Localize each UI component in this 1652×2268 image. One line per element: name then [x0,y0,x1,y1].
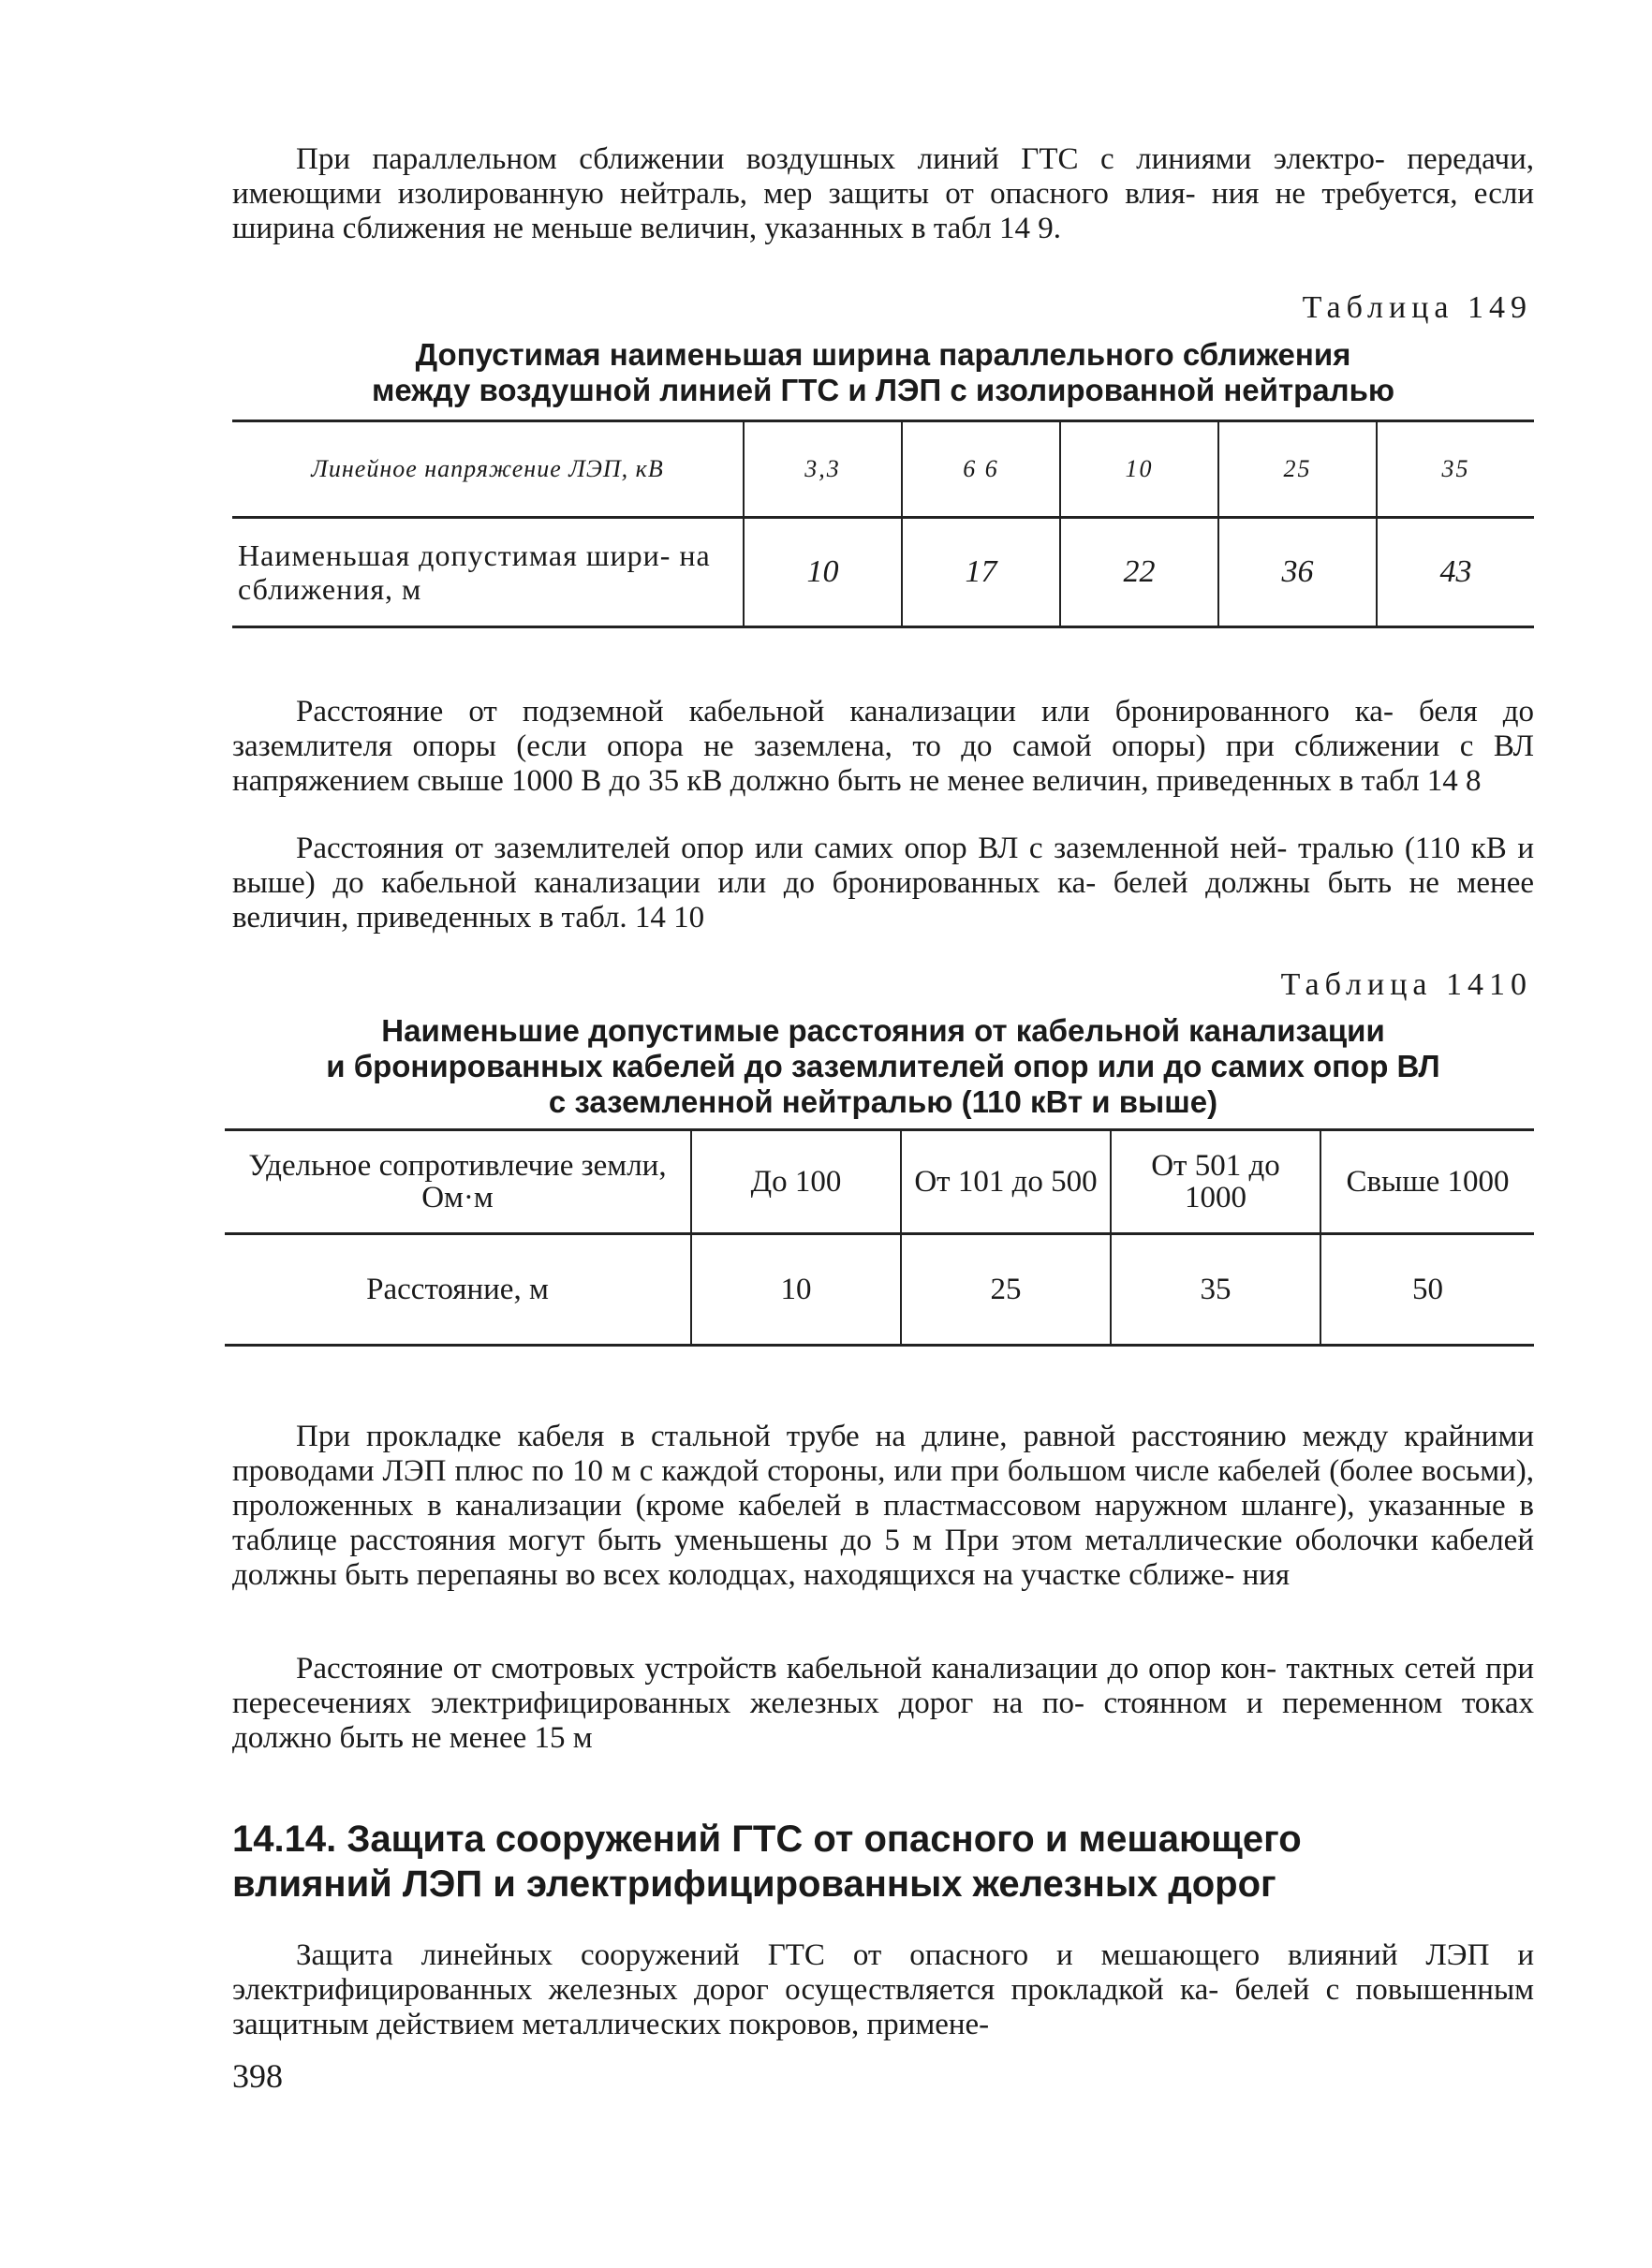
table-1410-cell: Расстояние, м [225,1234,691,1346]
table-149-title [232,337,1534,408]
table-1410-label: Таблица 1410 [1280,967,1532,1002]
table-1410-data-row [225,1234,1534,1346]
table-1410 [225,1128,1534,1347]
table-1410-header-cell: До 100 [691,1130,901,1234]
table-149-header-cell: 35 [1377,421,1534,518]
section-heading-line2: влияний ЛЭП и электрифицированных железных дорог [232,1863,1276,1905]
paragraph-inspection-devices: Расстояние от смотровых устройств кабельной канализации до опор кон- тактных сетей при пересечениях электрифицированных железных дорог на по- стоянном и переменном токах должно быть не менее 15 м [232,1652,1534,1755]
section-heading-line1: 14.14. Защита сооружений ГТС от опасного и мешающего [232,1819,1302,1860]
table-1410-header-cell: От 101 до 500 [901,1130,1111,1234]
table-149-header-cell: 3,3 [744,421,902,518]
table-149-cell: 36 [1218,518,1377,627]
table-1410-title-line2: и бронированных кабелей до заземлителей опор или до самих опор ВЛ [326,1049,1440,1083]
table-1410-cell: 10 [691,1234,901,1346]
table-149-cell: 43 [1377,518,1534,627]
table-149-cell: 22 [1060,518,1218,627]
table-149-data-row [232,518,1534,627]
paragraph-steel-pipe: При прокладке кабеля в стальной трубе на длине, равной расстоянию между крайними проводами ЛЭП плюс по 10 м с каждой стороны, или при большом числе кабелей (более восьми), проложенных в канализации (кроме кабелей в пластмассовом наружном шланге), указанные в таблице расстояния могут быть уменьшены до 5 м При этом металлические оболочки кабелей должны быть перепаяны во всех колодцах, находящихся на участке сближе- ния [232,1420,1534,1592]
table-149-title-line1: Допустимая наименьшая ширина параллельного сближения [415,337,1351,372]
page-number: 398 [232,2057,283,2095]
table-149-header-cell: 10 [1060,421,1218,518]
table-149-cell: 10 [744,518,902,627]
table-149-cell: Наименьшая допустимая шири- на сближения, м [232,518,744,627]
table-1410-header-cell: Свыше 1000 [1320,1130,1534,1234]
table-1410-header-cell: От 501 до 1000 [1111,1130,1320,1234]
table-149 [232,420,1534,628]
table-149-header-cell: 6 6 [902,421,1060,518]
table-1410-title-line1: Наименьшие допустимые расстояния от кабельной канализации [381,1013,1385,1048]
table-1410-cell: 25 [901,1234,1111,1346]
table-1410-cell: 35 [1111,1234,1320,1346]
table-149-title-line2: между воздушной линией ГТС и ЛЭП с изолированной нейтралью [371,373,1395,407]
table-149-label: Таблица 149 [1302,290,1532,325]
table-149-header-cell: Линейное напряжение ЛЭП, кВ [232,421,744,518]
table-1410-cell: 50 [1320,1234,1534,1346]
table-1410-header-cell: Удельное сопротивлечие земли, Ом·м [225,1130,691,1234]
paragraph-distance-grounding: Расстояние от подземной кабельной канализации или бронированного ка- беля до заземлителя опоры (если опора не заземлена, то до самой опоры) при сближении с ВЛ напряжением свыше 1000 В до 35 кВ должно быть не менее величин, приведенных в табл 14 8 [232,695,1534,798]
section-heading [232,1817,1534,1907]
paragraph-distance-neutral: Расстояния от заземлителей опор или самих опор ВЛ с заземленной ней- тралью (110 кВ и выше) до кабельной канализации или до бронированных ка- белей должны быть не менее величин, приведенных в табл. 14 10 [232,832,1534,935]
table-149-header-row [232,421,1534,518]
table-1410-title [232,1013,1534,1120]
table-149-header-cell: 25 [1218,421,1377,518]
paragraph-intro: При параллельном сближении воздушных линий ГТС с линиями электро- передачи, имеющими изолированную нейтраль, мер защиты от опасного влия- ния не требуется, если ширина сближения не меньше величин, указанных в табл 14 9. [232,142,1534,245]
table-1410-header-row [225,1130,1534,1234]
table-1410-title-line3: с заземленной нейтралью (110 кВт и выше) [548,1084,1218,1119]
paragraph-protection: Защита линейных сооружений ГТС от опасного и мешающего влияний ЛЭП и электрифицированных железных дорог осуществляется прокладкой ка- белей с повышенным защитным действием металлических покровов, примене- [232,1938,1534,2041]
table-149-cell: 17 [902,518,1060,627]
